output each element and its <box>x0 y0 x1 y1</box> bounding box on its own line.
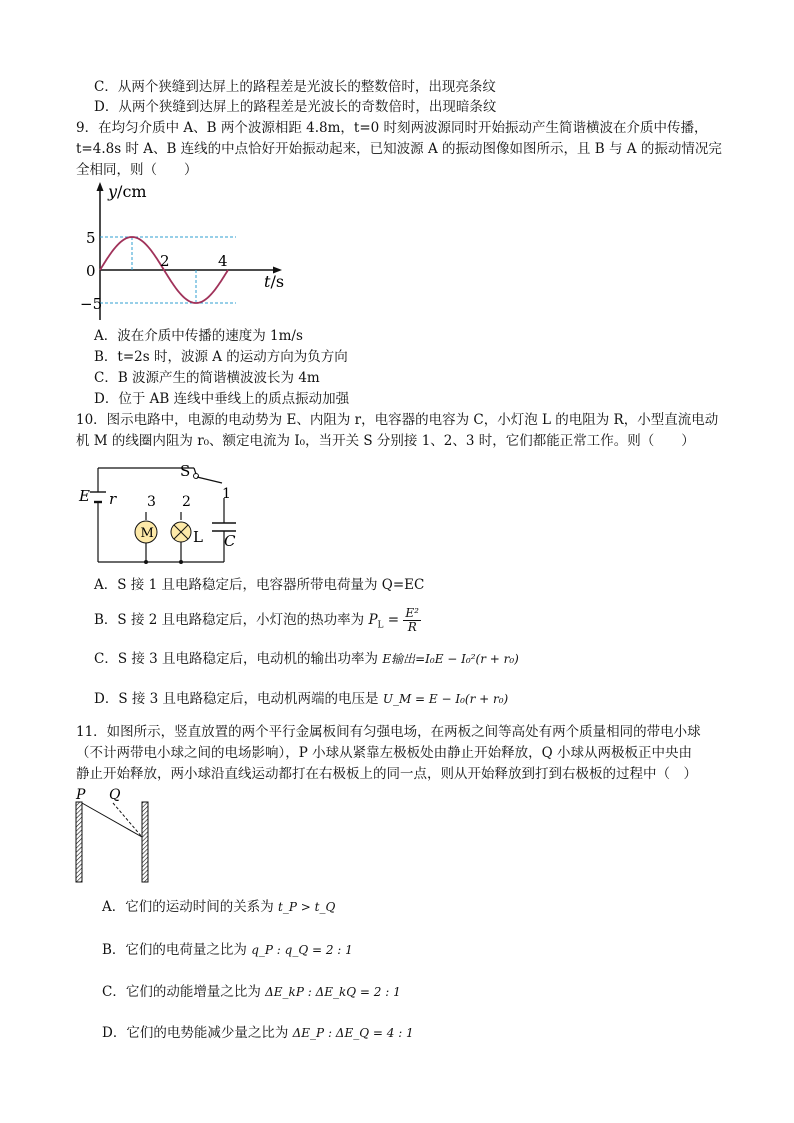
path-p <box>82 803 142 837</box>
switch-blade <box>197 477 222 483</box>
y-tick-0: 0 <box>86 262 96 280</box>
q11-option-d: D．它们的电势能减少量之比为 ΔE_P : ΔE_Q = 4 : 1 <box>102 1025 414 1041</box>
q11-option-c: C．它们的动能增量之比为 ΔE_kP : ΔE_kQ = 2 : 1 <box>102 984 401 1000</box>
q9-stem-line1: 9．在均匀介质中 A、B 两个波源相距 4.8m，t=0 时刻两波源同时开始振动产生简谐横波在介质中传播， <box>76 120 708 136</box>
svg-text:L: L <box>193 528 203 546</box>
x-tick-4: 4 <box>218 252 228 270</box>
svg-text:r: r <box>109 490 117 508</box>
q10-option-d: D．S 接 3 且电路稳定后，电动机两端的电压是 U_M = E − I₀(r + r₀) <box>94 691 509 707</box>
q9-option-b: B．t=2s 时，波源 A 的运动方向为负方向 <box>94 349 348 365</box>
svg-text:1: 1 <box>222 486 231 502</box>
y-axis-arrow <box>97 182 104 191</box>
x-tick-2: 2 <box>160 252 170 270</box>
q10-option-c: C．S 接 3 且电路稳定后，电动机的输出功率为 E输出=I₀E − I₀²(r + r₀) <box>94 651 519 667</box>
q10-option-b: B．S 接 2 且电路稳定后，小灯泡的热功率为 $P_L$ = $\frac{\text{E²}}{R}$ <box>94 606 419 634</box>
q11-plates-figure <box>70 786 160 886</box>
svg-text:Q: Q <box>109 787 121 803</box>
y-label: y/cm <box>108 182 147 201</box>
q9-stem-line3: 全相同，则（ ） <box>76 162 198 178</box>
q9-option-c: C．B 波源产生的简谐横波波长为 4m <box>94 370 320 386</box>
q11-stem-line2: （不计两带电小球之间的电场影响），P 小球从紧靠左极板处由静止开始释放，Q 小球从两极板正中央由 <box>76 745 692 761</box>
q10-option-d-formula: U_M = E − I₀(r + r₀) <box>382 692 509 706</box>
q11-stem-line1: 11．如图所示，竖直放置的两个平行金属板间有匀强电场，在两板之间等高处有两个质量相同的带电小球 <box>76 724 701 740</box>
y-tick-neg5: −5 <box>80 295 103 313</box>
q10-option-a: A．S 接 1 且电路稳定后，电容器所带电荷量为 Q=EC <box>94 577 425 593</box>
left-plate <box>76 802 82 882</box>
x-label: t/s <box>264 272 285 291</box>
svg-text:2: 2 <box>182 494 191 510</box>
q10-circuit-diagram <box>76 456 256 568</box>
y-tick-5: 5 <box>86 229 96 247</box>
q9-option-d: D．位于 AB 连线中垂线上的质点振动加强 <box>94 391 350 407</box>
path-q <box>113 803 142 837</box>
q10-stem-line2: 机 M 的线圈内阻为 r₀、额定电流为 I₀，当开关 S 分别接 1、2、3 时，它们都能正常工作。则（ ） <box>76 433 695 449</box>
q10-option-b-fraction: $\frac{\text{E²}}{R}$ <box>405 606 419 634</box>
q10-option-b-text: B．S 接 2 且电路稳定后，小灯泡的热功率为 <box>94 612 369 628</box>
q9-vibration-graph <box>78 180 298 325</box>
q9-stem-line2: t=4.8s 时 A、B 连线的中点恰好开始振动起来，已知波源 A 的振动图像如图所示，且 B 与 A 的振动情况完 <box>76 141 722 157</box>
svg-text:M: M <box>140 526 154 541</box>
q10-option-c-formula: E输出=I₀E − I₀²(r + r₀) <box>382 652 519 666</box>
svg-text:E: E <box>79 487 90 505</box>
svg-text:P: P <box>76 787 86 803</box>
q8-option-d: D．从两个狭缝到达屏上的路程差是光波长的奇数倍时，出现暗条纹 <box>94 99 497 115</box>
svg-text:C: C <box>224 532 236 550</box>
svg-text:3: 3 <box>147 494 156 510</box>
q11-stem-line3: 静止开始释放，两小球沿直线运动都打在右极板上的同一点，则从开始释放到打到右极板的过程中（ ） <box>76 766 697 782</box>
q10-stem-line1: 10．图示电路中，电源的电动势为 E、内阻为 r，电容器的电容为 C，小灯泡 L 的电阻为 R，小型直流电动 <box>76 412 719 428</box>
q11-option-b: B．它们的电荷量之比为 q_P : q_Q = 2 : 1 <box>102 942 353 958</box>
right-plate <box>142 802 148 882</box>
svg-text:S: S <box>180 462 191 480</box>
q8-option-c: C．从两个狭缝到达屏上的路程差是光波长的整数倍时，出现亮条纹 <box>94 79 496 95</box>
q9-option-a: A．波在介质中传播的速度为 1m/s <box>94 328 303 344</box>
q11-option-a: A．它们的运动时间的关系为 t_P > t_Q <box>102 899 336 915</box>
